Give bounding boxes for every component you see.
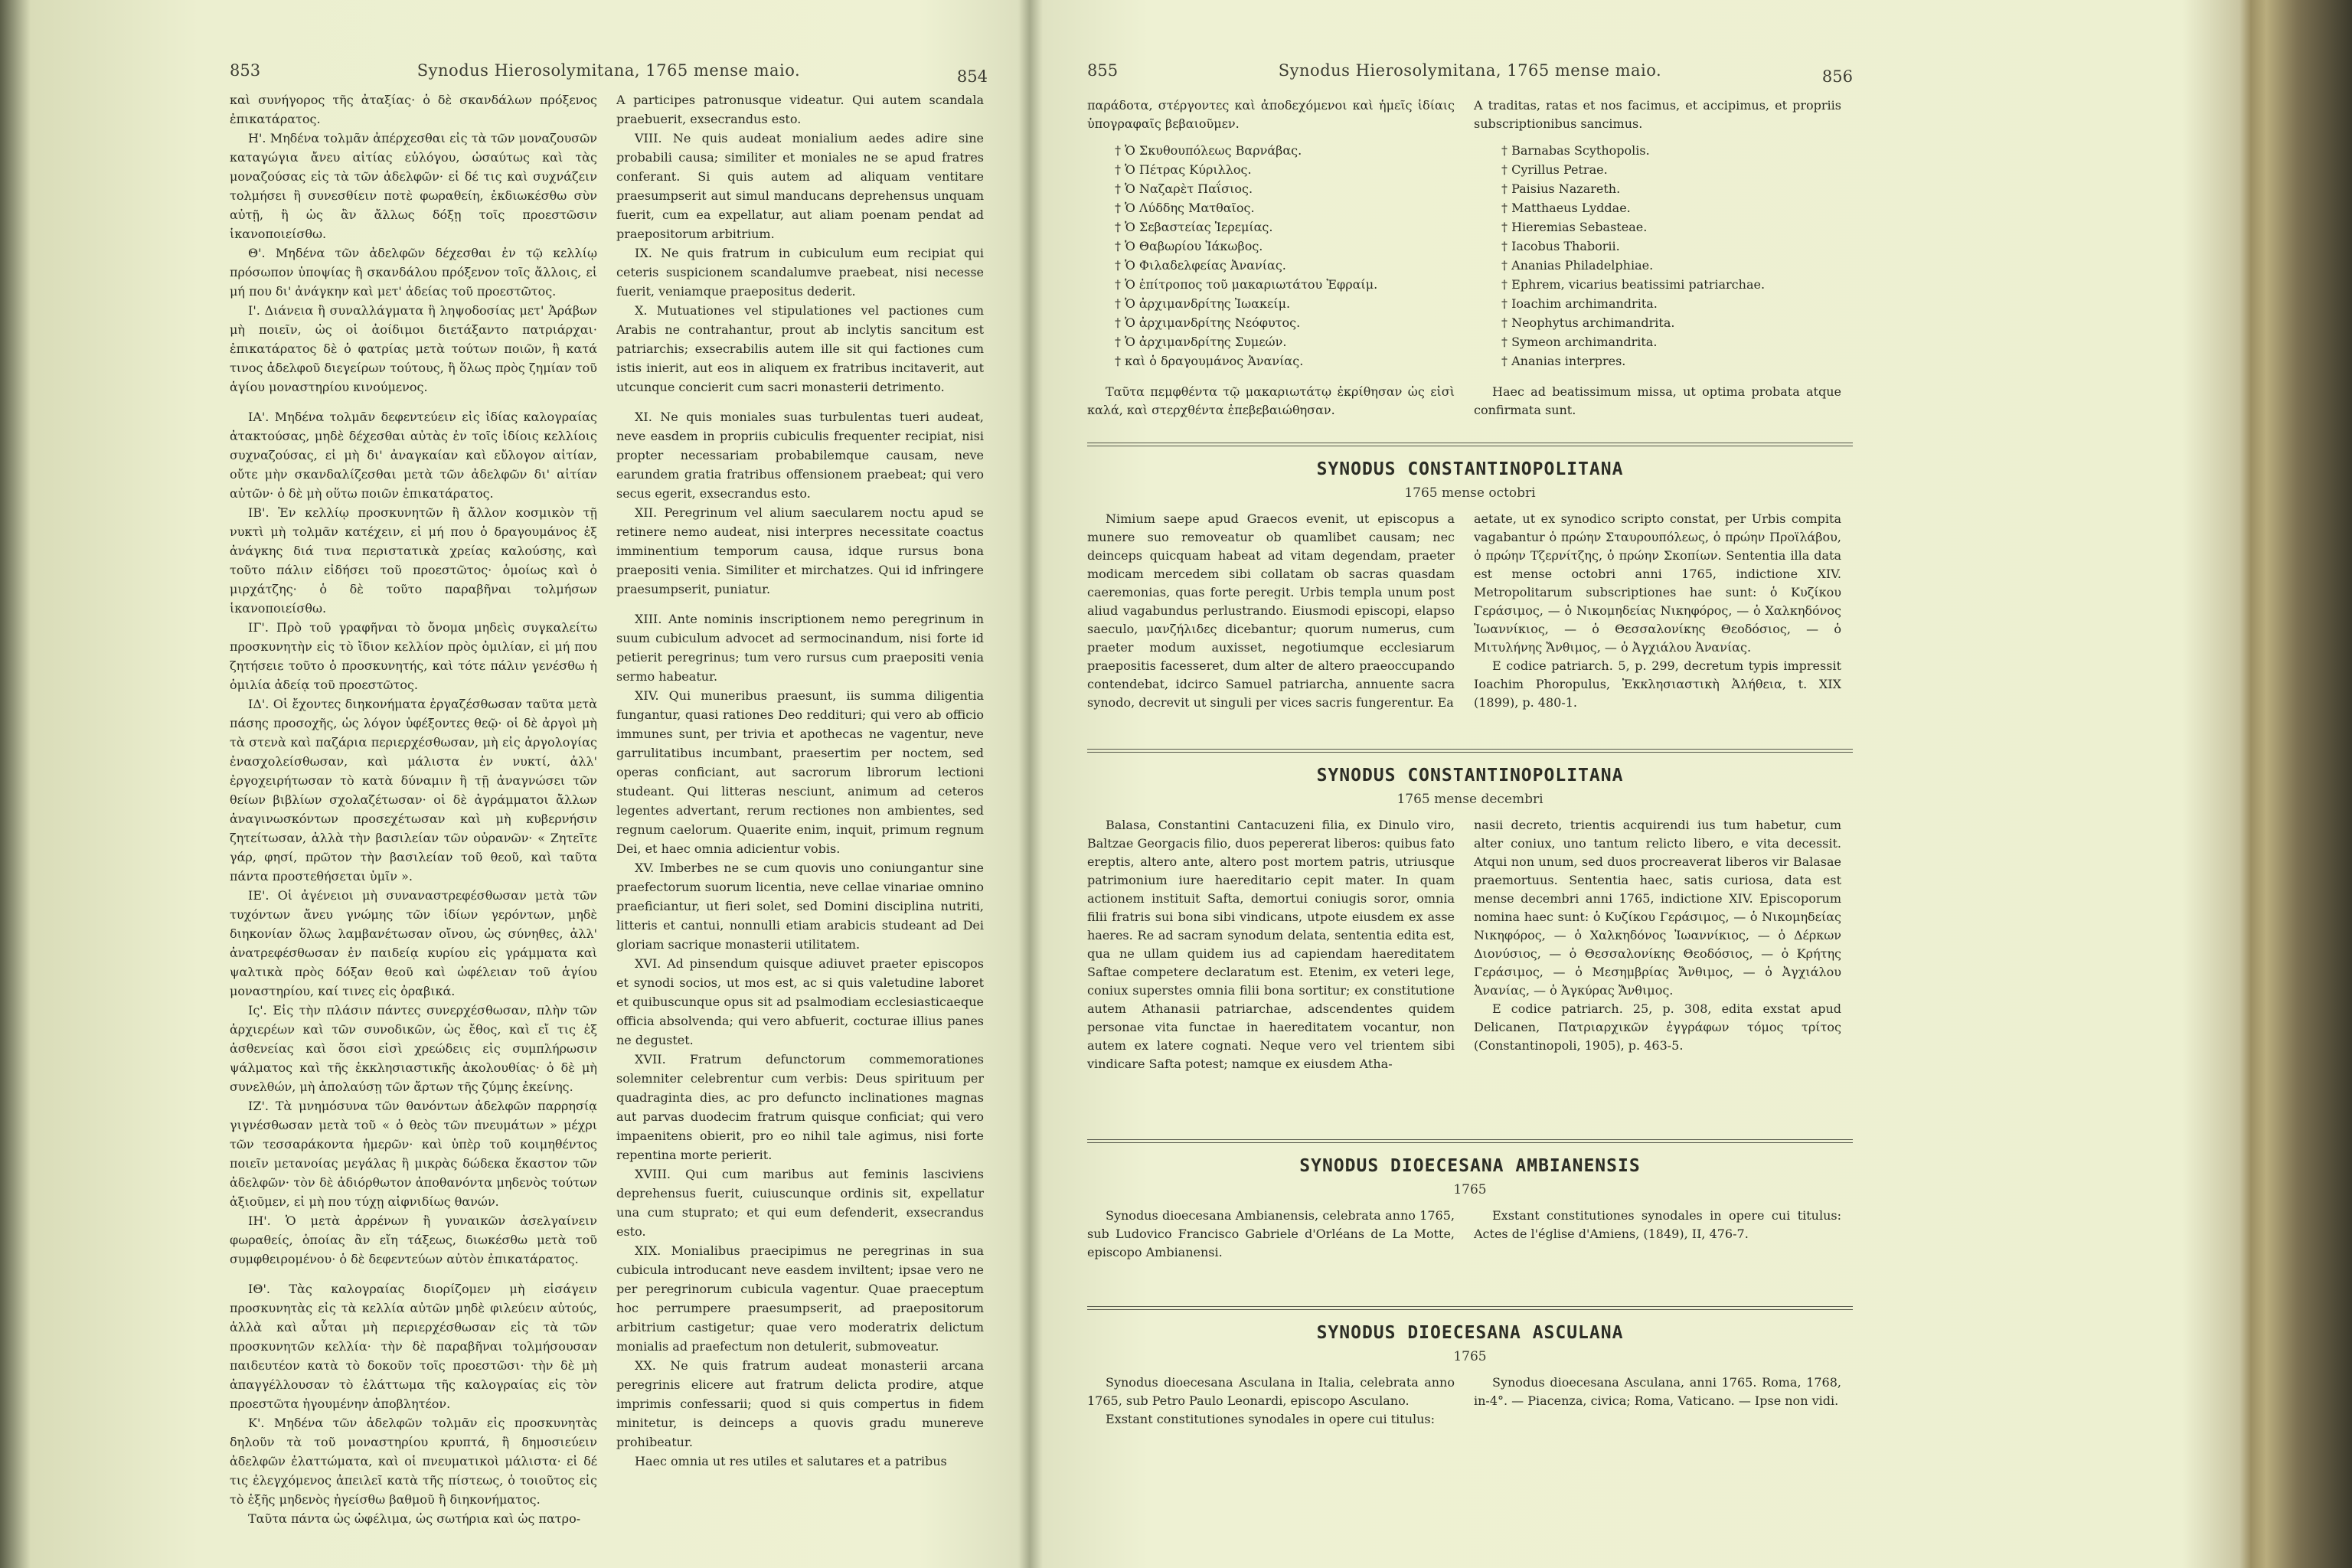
greek-paragraph: ΙΒ'. Ἐν κελλίῳ προσκυνητῶν ἢ ἄλλον κοσμικὸν τῇ νυκτὶ μὴ τολμᾶν κατέχειν, εἰ μή που ὁ δραγουμάνος ἐξ ἀνάγκης διά τινα περιστατικὰ χρείας καλούσης, καὶ τοῦτο πάλιν εἰδήσει τοῦ προεστῶτος· ὁμοίως καὶ ὁ μιρχάτζης· ὁ δὲ τοῦτο παραβῆναι τολμήσων ἱκανοποιείσθω.: [230, 505, 597, 616]
greek-paragraph: Ταῦτα πάντα ὡς ὠφέλιμα, ὡς σωτήρια καὶ ὡς πατρο-: [248, 1511, 581, 1526]
section-paragraph: nasii decreto, trientis acquirendi ius tum habetur, cum alter coniux, uno tantum relicto libero, e vita decessit. Atqui non unum, sed duos procreaverat liberos vir Balasae praemortuus. Sententia haec, satis curiosa, data est mense decembri anni 1765, indictione XIV. Episcoporum nomina haec sunt: ὁ Κυζίκου Γεράσιμος, — ὁ Νικομηδείας Νικηφόρος, — ὁ Χαλκηδόνος Ἰωαννίκιος, — ὁ Δέρκων Διονύσιος, — ὁ Θεσσαλονίκης Θεοδόσιος, — ὁ Κρήτης Γεράσιμος, — ὁ Μεσημβρίας Ἄνθιμος, — ὁ Ἀγχιάλου Ἀνανίας, — ὁ Ἀγκύρας Ἄνθιμος.: [1474, 818, 1841, 998]
latin-paragraph: X. Mutuationes vel stipulationes vel pactiones cum Arabis ne contrahantur, prout ab inclytis sancitum est patriarchis; exsecrabilis autem ille sit qui factiones cum istis inierit, aut eos in aliquem ex fratribus incitaverit, aut utcunque concierit cum sacri monasterii detrimento.: [616, 303, 984, 394]
page-number: 853: [230, 61, 261, 80]
section-title: SYNODUS DIOECESANA AMBIANENSIS: [1299, 1156, 1641, 1176]
greek-paragraph: ΙΗ'. Ὁ μετὰ ἀρρένων ἢ γυναικῶν ἀσελγαίνειν φωραθείς, ὁποίας ἂν εἴη τάξεως, διωκέσθω μετὰ τοῦ συμφθειρομένου· ὁ δὲ δεφεντεύων αὐτὸν ἐπικατάρατος.: [230, 1214, 597, 1266]
list-item: † Ὁ Σεβαστείας Ἱερεμίας.: [1115, 220, 1273, 234]
section-paragraph: Synodus dioecesana Ambianensis, celebrata anno 1765, sub Ludovico Francisco Gabriele d'Orléans de La Motte, episcopo Ambianensi.: [1087, 1208, 1455, 1259]
list-item: † Ὁ ἀρχιμανδρίτης Ἰωακείμ.: [1115, 296, 1291, 311]
section-paragraph: aetate, ut ex synodico scripto constat, per Urbis compita vagabantur ὁ πρώην Σταυρουπόλεως, ὁ πρώην Προϊλάβου, ὁ πρώην Τζερνίτζης, ὁ πρώην Σκοπίων. Sententia illa data est mense octobri anni 1765, indictione XIV. Metropolitarum subscriptiones hae sunt: ὁ Κυζίκου Γεράσιμος, — ὁ Νικομηδείας Νικηφόρος, — ὁ Χαλκηδόνος Ἰωαννίκιος, — ὁ Θεσσαλονίκης Θεοδόσιος, — ὁ Μιτυλήνης Ἄνθιμος, — ὁ Ἀγχιάλου Ἀνανίας.: [1474, 511, 1841, 655]
greek-paragraph: ΙΑ'. Μηδένα τολμᾶν δεφεντεύειν εἰς ἰδίας καλογραίας ἀτακτούσας, μηδὲ δέχεσθαι αὐτὰς ἐν τοῖς ἰδίοις κελλίοις συχναζούσας, εἰ μὴ δι' ἀναγκαίαν καὶ εὔλογον αἰτίαν, οὔτε μὴν σκανδαλίζεσθαι μετὰ τῶν ἀδελφῶν δι' αἰτίαν αὐτῶν· ὁ δὲ μὴ οὕτω ποιῶν ἐπικατάρατος.: [230, 410, 597, 501]
latin-paragraph: XIII. Ante nominis inscriptionem nemo peregrinum in suum cubiculum advocet ad sermocinandum, nisi forte id petierit peregrinus; tum vero rursus cum praepositi venia sermo habeatur.: [616, 612, 984, 684]
greek-paragraph: ΙΓ'. Πρὸ τοῦ γραφῆναι τὸ ὄνομα μηδεὶς συγκαλείτω προσκυνητὴν εἰς τὸ ἴδιον κελλίον πρὸς ὁμιλίαν, εἰ μή που ζητήσειε τοῦτο ὁ προσκυνητής, καὶ τότε πάλιν γενέσθω ἡ ὁμιλία ἀδείᾳ τοῦ προεστῶτος.: [230, 620, 597, 692]
list-item: † Neophytus archimandrita.: [1501, 315, 1675, 330]
section-date: 1765 mense decembri: [1396, 792, 1544, 807]
section-text-right: [1474, 816, 1841, 1055]
section-text-left: [1087, 816, 1455, 1073]
section-divider: [1087, 443, 1853, 446]
section-paragraph: Balasa, Constantini Cantacuzeni filia, ex Dinulo viro, Baltzae Georgacis filio, duos pepererat liberos: quibus fato ereptis, altero ante, altero post mortem patris, utriusque patrimonium iure haereditario cepit mater. In quam actionem instituit Safta, demortui coniugis soror, omnia filii fratris sui bona sibi vindicans, utpote eiusdem ex asse haeres. Re ad sacram synodum delata, sententia edita est, qua ne ullam quidem ius ad capiendam haereditatem Saftae competere declaratum est. Etenim, ex veteri lege, coniux superstes omnia filii bona sortitur; ex constitutione autem Athanasii patriarchae, adscendentes quidem personae vita functae in haereditatem vocantur, non autem ex latere cognati. Neque vero vel trientem sibi vindicare Safta potest; namque ex eiusdem Atha-: [1087, 818, 1455, 1071]
latin-paragraph: XIX. Monialibus praecipimus ne peregrinas in sua cubicula introducant neve easdem inviltent; ipsae vero ne per peregrinorum cubicula vagentur. Quae praeceptum hoc perrumpere praesumpserit, ad praepositorum arbitrium castigetur; quae vero moderatrix delictum monialis ad praefectum non detulerit, submoveatur.: [616, 1243, 984, 1354]
section-text-right: [1474, 510, 1841, 712]
greek-paragraph: ΙΖ'. Τὰ μνημόσυνα τῶν θανόντων ἀδελφῶν παρρησίᾳ γιγνέσθωσαν μετὰ τοῦ « ὁ θεὸς τῶν πνευμάτων » μέχρι τῶν τεσσαράκοντα ἡμερῶν· καὶ ὑπὲρ τοῦ κοιμηθέντος ποιεῖν μετανοίας μεγάλας ἢ μικρὰς δώδεκα ἕκαστον τῶν ἀδελφῶν· τὸν δὲ ἀδιόρθωτον ἀποθανόντα μηδενὸς τούτων ἀξιοῦμεν, εἰ μὴ που τύχῃ αἰφνιδίως θανών.: [230, 1099, 597, 1209]
latin-paragraph: XVII. Fratrum defunctorum commemorationes solemniter celebrentur cum verbis: Deus spirituum per quadraginta dies, ac pro defuncto inclinationes magnas aut parvas duodecim fratrum quisque conficiat; qui vero impaenitens obierit, pro eo nihil tale agimus, nisi forte repentina morte perierit.: [616, 1052, 984, 1162]
section-text-left: [1087, 510, 1455, 712]
latin-paragraph: XIV. Qui muneribus praesunt, iis summa diligentia fungantur, quasi rationes Deo reddituri; qui vero ab officio immunes sunt, per trivia et apothecas ne vagentur, neve garrulitatibus incumbant, praesertim per noctem, sed operas conficiant, aut sacrorum librorum lectioni studeant. Qui litteras nesciunt, animum ad ceteros legentes advertant, rerum rectiones non ambientes, sed regnum caelorum. Quaerite enim, inquit, primum regnum Dei, et haec omnia adicientur vobis.: [616, 688, 984, 856]
list-item: † Iacobus Thaborii.: [1501, 239, 1620, 253]
left-page: [230, 46, 988, 1547]
right-page: [1087, 46, 1853, 1547]
list-item: † Ὁ ἀρχιμανδρίτης Νεόφυτος.: [1115, 315, 1301, 330]
latin-signatories: [1474, 141, 1834, 371]
latin-paragraph: XVIII. Qui cum maribus aut feminis lasciviens deprehensus fuerit, cuiuscunque ordinis sit, expellatur una cum stuprato; et qui eum defenderit, exsecrandus esto.: [616, 1167, 984, 1239]
section-paragraph: Nimium saepe apud Graecos evenit, ut episcopus a munere suo removeatur ob quamlibet causam; nec deinceps quicquam habeat ad vitam degendam, praeter modicam mercedem sibi collatam ob sacras quasdam caeremonias, quas forte peregit. Urbis templa unum post aliud vagabundus perlustrando. Eiusmodi episcopi, elapso saeculo, μανζήλιδες dicebantur; quorum numerus, cum praeter modum auxisset, negotiumque ecclesiarum praepositis facesseret, dum alter de altero praeoccupando contendebat, idcirco Samuel patriarcha, annuente sacra synodo, decrevit ut singuli per vices sacris fungerentur. Ea: [1087, 511, 1455, 710]
closing-latin-text: Haec ad beatissimum missa, ut optima probata atque confirmata sunt.: [1474, 384, 1841, 417]
greek-signatories: [1087, 141, 1447, 371]
list-item: † Ioachim archimandrita.: [1501, 296, 1658, 311]
list-item: † Ὁ Θαβωρίου Ἰάκωβος.: [1115, 239, 1263, 253]
list-item: † Ὁ Φιλαδελφείας Ἀνανίας.: [1115, 258, 1286, 273]
page-number: 854: [956, 67, 988, 86]
section-date: 1765 mense octobri: [1404, 485, 1536, 501]
list-item: † Ephrem, vicarius beatissimi patriarchae.: [1501, 277, 1766, 292]
intro-greek-text: παράδοτα, στέργοντες καὶ ἀποδεχόμενοι καὶ ἡμεῖς ἰδίαις ὑπογραφαῖς βεβαιοῦμεν.: [1087, 98, 1455, 131]
latin-column: [616, 90, 984, 1537]
section-title: SYNODUS DIOECESANA ASCULANA: [1316, 1323, 1624, 1343]
section-divider: [1087, 1139, 1853, 1143]
section-paragraph: Synodus dioecesana Asculana, anni 1765. Roma, 1768, in-4°. — Piacenza, civica; Roma, Vaticano. — Ipse non vidi.: [1474, 1375, 1841, 1408]
latin-paragraph: A participes patronusque videatur. Qui autem scandala praebuerit, exsecrandus esto.: [616, 93, 984, 126]
latin-paragraph: XII. Peregrinum vel alium saecularem noctu apud se retinere nemo audeat, nisi interpres necessitate coactus imminentium temporum causa, idque rursus bona praepositi venia. Similiter et mirchatzes. Qui id infringere praesumpserit, puniatur.: [616, 505, 984, 596]
section-paragraph: E codice patriarch. 5, p. 299, decretum typis impressit Ioachim Phoropulus, Ἐκκλησιαστικὴ Ἀλήθεια, t. XIX (1899), p. 480-1.: [1474, 658, 1841, 710]
right-page-header: [1087, 46, 1853, 86]
list-item: † Ὁ Ναζαρὲτ Παΐσιος.: [1115, 181, 1253, 196]
intro-latin: [1474, 96, 1841, 133]
closing-latin: [1474, 383, 1841, 420]
section-paragraph: Exstant constitutiones synodales in opere cui titulus:: [1106, 1412, 1436, 1426]
list-item: † Barnabas Scythopolis.: [1501, 143, 1650, 158]
list-item: † Symeon archimandrita.: [1501, 335, 1658, 349]
latin-paragraph: IX. Ne quis fratrum in cubiculum eum recipiat qui ceteris suspicionem scandalumve praebeat, nisi necesse fuerit, veniamque praepositus dederit.: [616, 246, 984, 299]
list-item: † Ananias Philadelphiae.: [1501, 258, 1654, 273]
latin-paragraph: Haec omnia ut res utiles et salutares et a patribus: [635, 1454, 947, 1468]
section-text-left: [1087, 1207, 1455, 1262]
greek-paragraph: ΙΘ'. Τὰς καλογραίας διορίζομεν μὴ εἰσάγειν προσκυνητὰς εἰς τὰ κελλία αὐτῶν μηδὲ φιλεύειν αὐτούς, ἀλλὰ καὶ αὗται μὴ περιερχέσθωσαν εἰς τὰ τῶν προσκυνητῶν κελλία· τὴν δὲ παραβῆναι τολμήσουσαν παιδευτέον κατὰ τὸ δοκοῦν τοῖς προεστῶσι· τὴν δὲ μὴ ἀπαγγέλλουσαν τὸ ἐλάττωμα τῆς καλογραίας εἰς τὸν προεστῶτα ἡγουμένην ἀποβλητέον.: [230, 1282, 597, 1411]
latin-paragraph: XI. Ne quis moniales suas turbulentas tueri audeat, neve easdem in propriis cubiculis frequenter recipiat, nisi propter necessariam probabilemque causam, neve earundem gratia fratribus offensionem praebeat; qui vero secus egerit, exsecrandus esto.: [616, 410, 984, 501]
latin-paragraph: XX. Ne quis fratrum audeat monasterii arcana peregrinis elicere aut fratrum delicta prodire, atque imprimis confessarii; quod si quis compertus in fidem minitetur, is deinceps a quovis gradu munereve prohibeatur.: [616, 1358, 984, 1449]
latin-paragraph: XVI. Ad pinsendum quisque adiuvet praeter episcopos et synodi socios, ut mos est, ac si quis valetudine laboret et quibuscunque opus sit ad psalmodiam ecclesiasticaeque officia absolvenda; qui vero abfuerit, cocturae illius panes ne degustet.: [616, 956, 984, 1047]
section-date: 1765: [1453, 1182, 1487, 1197]
list-item: † Ὁ ἀρχιμανδρίτης Συμεών.: [1115, 335, 1287, 349]
greek-column: [230, 90, 597, 1537]
section-paragraph: E codice patriarch. 25, p. 308, edita exstat apud Delicanen, Πατριαρχικῶν ἐγγράφων τόμος τρίτος (Constantinopoli, 1905), p. 463-5.: [1474, 1001, 1841, 1053]
latin-paragraph: XV. Imberbes ne se cum quovis uno coniungantur sine praefectorum suorum licentia, neve cellae vinariae omnino praeficiantur, ut fieri solet, sed Domini disciplina nutriti, litteris et cantui, nonnulli etiam arabicis studeant ad Dei gloriam sacrique monasterii utilitatem.: [616, 861, 984, 952]
list-item: † Matthaeus Lyddae.: [1501, 201, 1631, 215]
list-item: † Ὁ Πέτρας Κύριλλος.: [1115, 162, 1252, 177]
list-item: † Ὁ ἐπίτροπος τοῦ μακαριωτάτου Ἐφραίμ.: [1115, 277, 1378, 292]
closing-greek-text: Ταῦτα πεμφθέντα τῷ μακαριωτάτῳ ἐκρίθησαν ὡς εἰσὶ καλά, καὶ στερχθέντα ἐπεβεβαιώθησαν.: [1087, 384, 1455, 417]
list-item: † Paisius Nazareth.: [1501, 181, 1621, 196]
section-date: 1765: [1453, 1349, 1487, 1364]
list-item: † Hieremias Sebasteae.: [1501, 220, 1648, 234]
closing-greek: [1087, 383, 1455, 420]
greek-paragraph: Ι'. Διάνεια ἢ συναλλάγματα ἢ ληψοδοσίας μετ' Ἀράβων μὴ ποιεῖν, ὡς οἱ ἀοίδιμοι διετάξαντο πατριάρχαι· ἐπικατάρατος δὲ ὁ φατρίας μετὰ τούτων ποιῶν, ἢ κατά τινος ἀδελφοῦ διεγείρων τούτους, ἢ ὅλως πρὸς ζημίαν τοῦ ἁγίου μοναστηρίου κινούμενος.: [230, 303, 597, 394]
section-paragraph: Synodus dioecesana Asculana in Italia, celebrata anno 1765, sub Petro Paulo Leonardi, episcopo Asculano.: [1087, 1375, 1455, 1408]
intro-latin-text: A traditas, ratas et nos facimus, et accipimus, et propriis subscriptionibus sancimus.: [1474, 98, 1841, 131]
section-divider: [1087, 1306, 1853, 1310]
section-title: SYNODUS CONSTANTINOPOLITANA: [1316, 766, 1624, 786]
greek-paragraph: Κ'. Μηδένα τῶν ἀδελφῶν τολμᾶν εἰς προσκυνητὰς δηλοῦν τὰ τοῦ μοναστηρίου κρυπτά, ἢ δημοσιεύειν ἀδελφῶν ἐλαττώματα, καὶ οἱ πνευματικοὶ μάλιστα· εἰ δέ τις ἐλεγχόμενος ἀπειλεῖ κατὰ τῆς πίστεως, ὁ τοιοῦτος εἰς τὸ ἑξῆς μηδενὸς ἡγείσθω βαθμοῦ ἢ διηκονήματος.: [230, 1416, 597, 1507]
greek-paragraph: ΙΕ'. Οἱ ἀγένειοι μὴ συναναστρεφέσθωσαν μετὰ τῶν τυχόντων ἄνευ γνώμης τῶν ἰδίων γερόντων, μηδὲ διηκονίαν ὅλως λαμβανέτωσαν οἴνου, ὡς σύνηθες, ἀλλ' ἀνατρεφέσθωσαν ἐν παιδείᾳ κυρίου εἰς γράμματα καὶ ψαλτικὰ πρὸς δόξαν θεοῦ καὶ ὠφέλειαν τοῦ ἁγίου μοναστηρίου, καί τινες εἰς ὀραβικά.: [230, 888, 597, 998]
greek-paragraph: Θ'. Μηδένα τῶν ἀδελφῶν δέχεσθαι ἐν τῷ κελλίῳ πρόσωπον ὑποψίας ἢ σκανδάλου πρόξενον τοῖς ἄλλοις, εἰ μή που δι' ἀνάγκην καὶ μετ' ἀδείας τοῦ προεστῶτος.: [230, 246, 597, 299]
greek-paragraph: Η'. Μηδένα τολμᾶν ἀπέρχεσθαι εἰς τὰ τῶν μοναζουσῶν καταγώγια ἄνευ αἰτίας εὐλόγου, ὡσαύτως καὶ τὰς μοναζούσας εἰς τὰ τῶν ἀδελφῶν· εἰ δέ τις καὶ συχνάζειν τολμήσει ἢ συνεσθίειν ποτὲ φωραθείη, ἐκδιωκέσθω σὺν αὐτῇ, ἢ ὡς ἂν ἄλλως δόξῃ τοῖς προεστῶσιν ἱκανοποιείσθω.: [230, 131, 597, 241]
section-title: SYNODUS CONSTANTINOPOLITANA: [1316, 459, 1624, 479]
left-page-header: [230, 46, 988, 86]
list-item: † Ananias interpres.: [1501, 354, 1626, 368]
page-number: 855: [1087, 61, 1119, 80]
section-text-left: [1087, 1374, 1455, 1429]
latin-paragraph: VIII. Ne quis audeat monialium aedes adire sine probabili causa; similiter et moniales ne se apud fratres conferant. Si quis autem ad aliquam ventitare praesumpserit aut simul manducans deprehensus unquam fuerit, cum ea expellatur, aut aliam poenam pendat ad praepositorum arbitrium.: [616, 131, 984, 241]
list-item: † καὶ ὁ δραγουμάνος Ἀνανίας.: [1115, 354, 1304, 368]
running-title: Synodus Hierosolymitana, 1765 mense maio.: [1278, 61, 1662, 80]
left-page-columns: [230, 90, 988, 1545]
section-divider: [1087, 749, 1853, 753]
list-item: † Cyrillus Petrae.: [1501, 162, 1608, 177]
list-item: † Ὁ Σκυθουπόλεως Βαρνάβας.: [1115, 143, 1302, 158]
section-text-right: [1474, 1207, 1841, 1243]
section-paragraph: Exstant constitutiones synodales in opere cui titulus: Actes de l'église d'Amiens, (1849), II, 476-7.: [1474, 1208, 1841, 1241]
intro-greek: [1087, 96, 1455, 133]
greek-paragraph: Ις'. Εἰς τὴν πλάσιν πάντες συνερχέσθωσαν, πλὴν τῶν ἀρχιερέων καὶ τῶν συνοδικῶν, ὡς ἔθος, καὶ εἴ τις ἐξ ἀσθενείας καὶ ὅσοι εἰσὶ χρεώδεις εἰς συμπλήρωσιν ψάλματος καὶ τῆς ἐκκλησιαστικῆς ἀκολουθίας· ὁ δὲ μὴ συνελθών, μὴ ἀπολαύσῃ τῶν ἄρτων τῆς ζύμης ἐκείνης.: [230, 1003, 597, 1094]
list-item: † Ὁ Λύδδης Ματθαῖος.: [1115, 201, 1255, 215]
section-text-right: [1474, 1374, 1841, 1410]
running-title: Synodus Hierosolymitana, 1765 mense maio.: [416, 61, 801, 80]
greek-paragraph: ΙΔ'. Οἱ ἔχοντες διηκονήματα ἐργαζέσθωσαν ταῦτα μετὰ πάσης προσοχῆς, ὡς λόγον ὑφέξοντες θεῷ· οἱ δὲ ἀργοὶ μὴ τὰ στενὰ καὶ παζάρια περιερχέσθωσαν, μὴ εἰς ἀργολογίας ἐνασχολείσθωσαν, καὶ μάλιστα ἐν νυκτί, ἀλλ' ἐργοχειρήτωσαν τὸ κατὰ δύναμιν ἢ τῇ ἀναγνώσει τῶν θείων βιβλίων σχολαζέτωσαν· οἱ δὲ ἀγράμματοι ἄλλων ἀναγινωσκόντων προσεχέτωσαν καὶ μὴ κυβερνήσιν ζητείτωσαν, ἀλλὰ τὴν βασιλείαν τῶν οὐρανῶν· « Ζητεῖτε γάρ, φησί, πρῶτον τὴν βασιλείαν τοῦ θεοῦ, καὶ ταῦτα πάντα προστεθήσεται ὑμῖν ».: [230, 697, 597, 884]
greek-paragraph: καὶ συνήγορος τῆς ἀταξίας· ὁ δὲ σκανδάλων πρόξενος ἐπικατάρατος.: [230, 93, 597, 126]
page-number: 856: [1821, 67, 1853, 86]
